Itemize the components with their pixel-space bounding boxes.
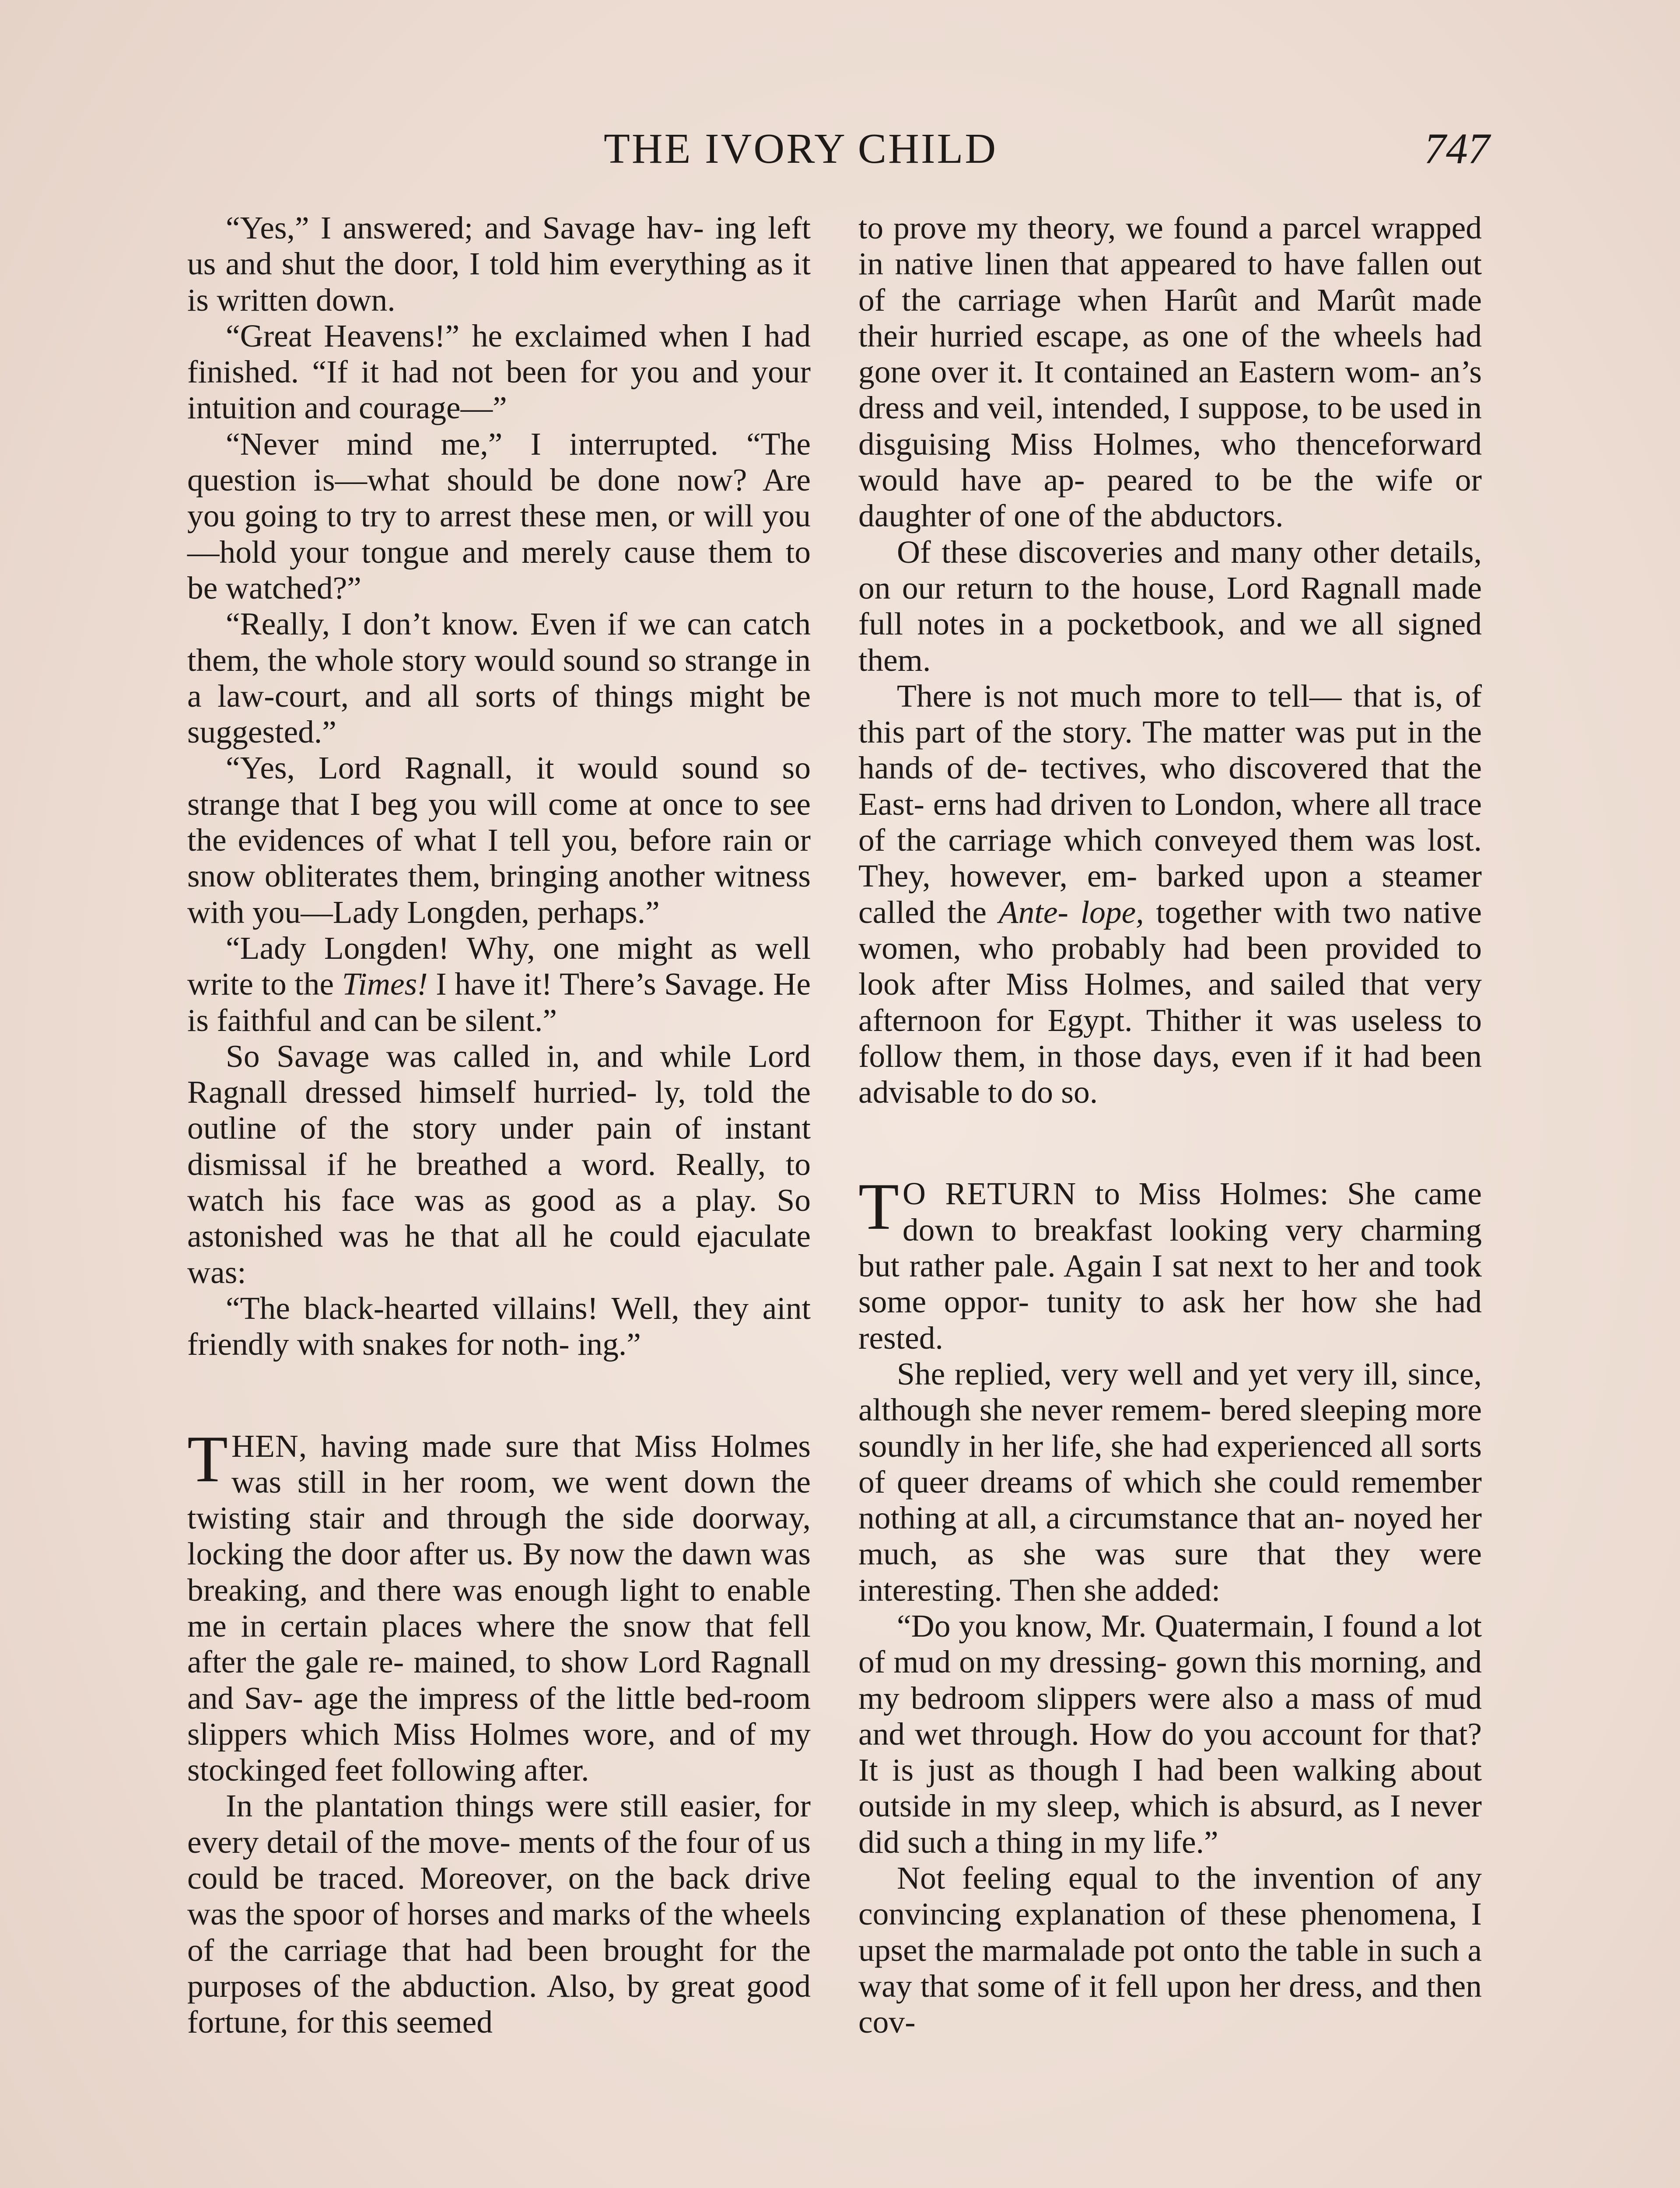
- text-run: There is not much more to tell— that is, of this part of the story. The matter was put in the hands of de- tectives, who discovered that the East- erns had driven to London, where all trace of the carriage which conveyed them was lost. They, however, em- barked upon a steamer called the: [858, 678, 1482, 930]
- page-header: [0, 118, 1680, 179]
- italic-ship-name: Ante- lope,: [998, 894, 1144, 930]
- left-column: [187, 210, 811, 2041]
- section-start-paragraph: [858, 1170, 1482, 1356]
- text-run: “Lady Longden! Why, one might as well write to the: [187, 930, 811, 1002]
- paragraph: “Great Heavens!” he exclaimed when I had finished. “If it had not been for you and your intuition and courage—”: [187, 318, 811, 426]
- paragraph: [187, 930, 811, 1038]
- paragraph: “Do you know, Mr. Quatermain, I found a lot of mud on my dressing- gown this morning, and my bedroom slippers were also a mass of mud and wet through. How do you account for that? It is just as though I had been walking about outside in my sleep, which is absurd, as I never did such a thing in my life.”: [858, 1608, 1482, 1860]
- paragraph: “Really, I don’t know. Even if we can catch them, the whole story would sound so strange in a law-court, and all sorts of things might be suggested.”: [187, 606, 811, 750]
- paragraph: to prove my theory, we found a parcel wrapped in native linen that appeared to have fallen out of the carriage when Harût and Marût made their hurried escape, as one of the wheels had gone over it. It contained an Eastern wom- an’s dress and veil, intended, I suppose, to be used in disguising Miss Holmes, who thenceforward would have ap- peared to be the wife or daughter of one of the abductors.: [858, 210, 1482, 534]
- section-start-paragraph: [187, 1422, 811, 1788]
- paragraph: [858, 678, 1482, 1111]
- section-lead-in: O RETURN: [902, 1176, 1077, 1212]
- paragraph: “Yes,” I answered; and Savage hav- ing left us and shut the door, I told him everything as it is written down.: [187, 210, 811, 318]
- text-run: to Miss Holmes: She came down to breakfast looking very charming but rather pale. Again I sat next to her and took some oppor- tunity to ask her how she had rested.: [858, 1176, 1482, 1356]
- running-head: THE IVORY CHILD: [604, 125, 998, 172]
- drop-cap: T: [858, 1170, 899, 1244]
- drop-cap: T: [187, 1422, 228, 1496]
- paragraph: She replied, very well and yet very ill, since, although she never remem- bered sleeping more soundly in her life, she had experienced all sorts of queer dreams of which she could remember nothing at all, a circumstance that an- noyed her much, as she was sure that they were interesting. Then she added:: [858, 1356, 1482, 1608]
- paragraph: “Never mind me,” I interrupted. “The question is—what should be done now? Are you going to try to arrest these men, or will you—hold your tongue and merely cause them to be watched?”: [187, 426, 811, 606]
- page-number: 747: [1424, 124, 1490, 173]
- paragraph: So Savage was called in, and while Lord Ragnall dressed himself hurried- ly, told the outline of the story under pain of instant dismissal if he breathed a word. Really, to watch his face was as good as a play. So astonished was he that all he could ejaculate was:: [187, 1038, 811, 1290]
- paragraph: “The black-hearted villains! Well, they aint friendly with snakes for noth- ing.”: [187, 1290, 811, 1362]
- paragraph: In the plantation things were still easier, for every detail of the move- ments of the four of us could be traced. Moreover, on the back drive was the spoor of horses and marks of the wheels of the carriage that had been brought for the purposes of the abduction. Also, by great good fortune, for this seemed: [187, 1788, 811, 2040]
- paragraph: Not feeling equal to the invention of any convincing explanation of these phenomena, I upset the marmalade pot onto the table in such a way that some of it fell upon her dress, and then cov-: [858, 1860, 1482, 2040]
- paragraph: “Yes, Lord Ragnall, it would sound so strange that I beg you will come at once to see the evidences of what I tell you, before rain or snow obliterates them, bringing another witness with you—Lady Longden, perhaps.”: [187, 750, 811, 930]
- paragraph: Of these discoveries and many other details, on our return to the house, Lord Ragnall made full notes in a pocketbook, and we all signed them.: [858, 534, 1482, 678]
- text-run: I have it! There’s Savage. He is faithful and can be silent.”: [187, 966, 811, 1038]
- italic-title: Times!: [342, 966, 428, 1002]
- text-run: together with two native women, who probably had been provided to look after Miss Holmes, and sailed that very afternoon for Egypt. Thither it was useless to follow them, in those days, even if it had been advisable to do so.: [858, 894, 1482, 1110]
- section-lead-in: HEN,: [231, 1428, 308, 1464]
- text-run: having made sure that Miss Holmes was still in her room, we went down the twisting stair and through the side doorway, locking the door after us. By now the dawn was breaking, and there was enough light to enable me in certain places where the snow that fell after the gale re- mained, to show Lord Ragnall and Sav- age the impress of the little bed-room slippers which Miss Holmes wore, and of my stockinged feet following after.: [187, 1428, 811, 1788]
- right-column: [858, 210, 1482, 2041]
